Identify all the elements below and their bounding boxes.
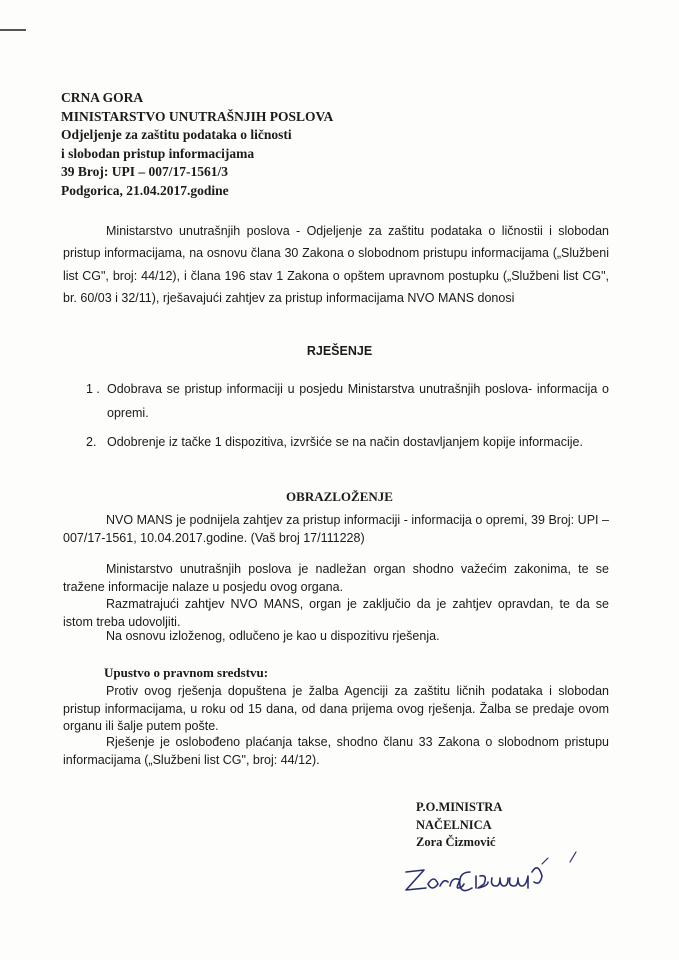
list-item-text: Odobrenje iz tačke 1 dispozitiva, izvršiće se na način dostavljanjem kopije informacije. — [107, 435, 583, 449]
signatory-role: P.O.MINISTRA — [416, 800, 503, 814]
reasoning-paragraph: Razmatrajući zahtjev NVO MANS, organ je zaključio da je zahtjev opravdan, te da se istom treba udovoljiti. — [63, 597, 609, 629]
reasoning-paragraph: Na osnovu izloženog, odlučeno je kao u dispozitivu rješenja. — [106, 629, 440, 643]
ministry-line: MINISTARSTVO UNUTRAŠNJIH POSLOVA — [61, 108, 334, 124]
letterhead — [61, 89, 333, 201]
reasoning-paragraph: NVO MANS je podnijela zahtjev za pristup informaciji - informacija o opremi, 39 Broj: UPI – 007/17-1561, 10.04.2017.godine. (Vaš broj 17/111228) — [63, 513, 609, 545]
remedy-paragraph: Protiv ovog rješenja dopuštena je žalba Agenciji za zaštitu ličnih podataka i slobodan pristup informacijama, u roku od 15 dana, od dana prijema ovog rješenja. Žalba se predaje ovom organu ili šalje putem pošte. — [63, 684, 609, 733]
scan-mark — [0, 29, 26, 31]
list-item-text: Odobrava se pristup informaciji u posjedu Ministarstva unutrašnjih poslova- informacija o opremi. — [107, 382, 609, 420]
decision-title: RJEŠENJE — [306, 344, 373, 358]
reasoning-paragraph: Ministarstvo unutrašnjih poslova je nadležan organ shodno važećim zakonima, te se tražene informacije nalaze u posjedu ovog organa. — [63, 562, 609, 594]
list-item — [86, 378, 609, 425]
reasoning-title: OBRAZLOŽENJE — [286, 489, 393, 504]
country-line: CRNA GORA — [61, 90, 144, 105]
signatory-title: NAČELNICA — [416, 817, 492, 832]
intro-paragraph: Ministarstvo unutrašnjih poslova - Odjeljenje za zaštitu podataka o ličnostii i slobodan pristup informacijama, na osnovu člana 30 Zakona o slobodnom pristupu informacijama („Službeni list CG", broj: 44/12), i člana 196 stav 1 Zakona o opštem upravnom postupku („Službeni list CG", br. 60/03 i 32/11), rješavajući zahtjev za pristup informacijama NVO MANS donosi — [63, 224, 609, 305]
remedy-paragraph: Rješenje je oslobođeno plaćanja takse, shodno članu 33 Zakona o slobodnom pristupu informacijama („Službeni list CG", broj: 44/12). — [63, 735, 609, 767]
list-item-number: 1 . — [86, 382, 100, 396]
list-item-number: 2. — [86, 435, 97, 449]
reference-number: 39 Broj: UPI – 007/17-1561/3 — [61, 164, 228, 180]
list-item — [86, 431, 609, 455]
department-line: Odjeljenje za zaštitu podataka o ličnosti — [61, 127, 292, 143]
remedy-title: Upustvo o pravnom sredstvu: — [104, 665, 269, 680]
signatory-name: Zora Čizmović — [416, 835, 496, 849]
handwritten-signature — [392, 842, 592, 902]
place-date: Podgorica, 21.04.2017.godine — [61, 182, 229, 198]
department-line-2: i slobodan pristup informacijama — [61, 145, 255, 161]
